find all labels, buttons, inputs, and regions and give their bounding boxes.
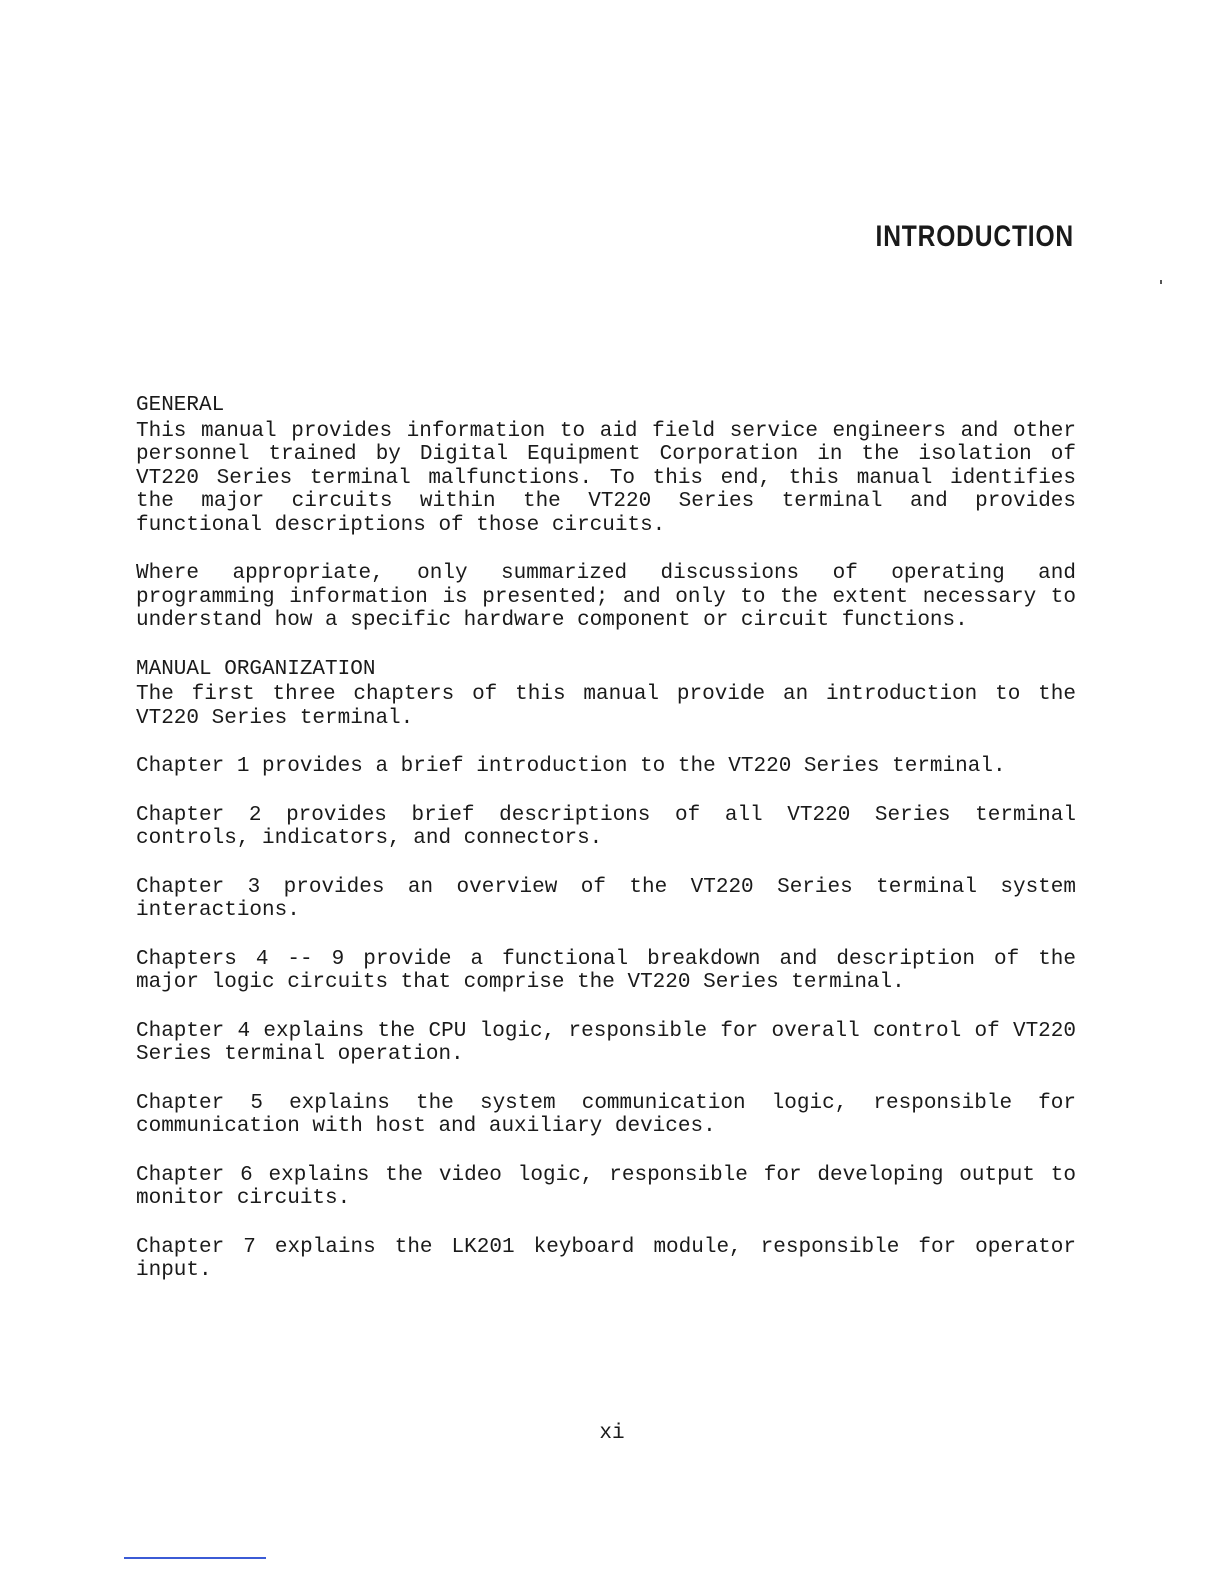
chapter-3-description: Chapter 3 provides an overview of the VT220 Series terminal system interactions. — [136, 875, 1076, 922]
chapter-5-description: Chapter 5 explains the system communication logic, responsible for communication with host and auxiliary devices. — [136, 1091, 1076, 1138]
chapter-7-description: Chapter 7 explains the LK201 keyboard module, responsible for operator input. — [136, 1235, 1076, 1282]
general-paragraph-2: Where appropriate, only summarized discussions of operating and programming information is presented; and only to the extent necessary to understand how a specific hardware component or circuit functions. — [136, 562, 1076, 632]
section-heading-manual-organization: MANUAL ORGANIZATION — [136, 657, 376, 681]
document-body — [136, 394, 1086, 1308]
page-title: INTRODUCTION — [875, 220, 1074, 253]
chapter-2-description: Chapter 2 provides brief descriptions of all VT220 Series terminal controls, indicators, and connectors. — [136, 803, 1076, 850]
scan-speck — [1160, 280, 1162, 284]
footer-rule — [124, 1557, 266, 1559]
section-heading-general: GENERAL — [136, 394, 225, 417]
chapter-1-description: Chapter 1 provides a brief introduction to the VT220 Series terminal. — [136, 755, 1006, 778]
general-paragraph-1: This manual provides information to aid field service engineers and other personnel trained by Digital Equipment Corporation in the isolation of VT220 Series terminal malfunctions. To this end, this manual identifies the major circuits within the VT220 Series terminal and provides functional descriptions of those circuits. — [136, 419, 1076, 537]
chapters-4-9-description: Chapters 4 -- 9 provide a functional breakdown and description of the major logic circuits that comprise the VT220 Series terminal. — [136, 947, 1076, 994]
organization-paragraph-intro: The first three chapters of this manual provide an introduction to the VT220 Series terminal. — [136, 683, 1076, 730]
page-number: xi — [599, 1422, 625, 1445]
chapter-6-description: Chapter 6 explains the video logic, responsible for developing output to monitor circuits. — [136, 1163, 1076, 1210]
chapter-4-description: Chapter 4 explains the CPU logic, responsible for overall control of VT220 Series terminal operation. — [136, 1019, 1076, 1066]
